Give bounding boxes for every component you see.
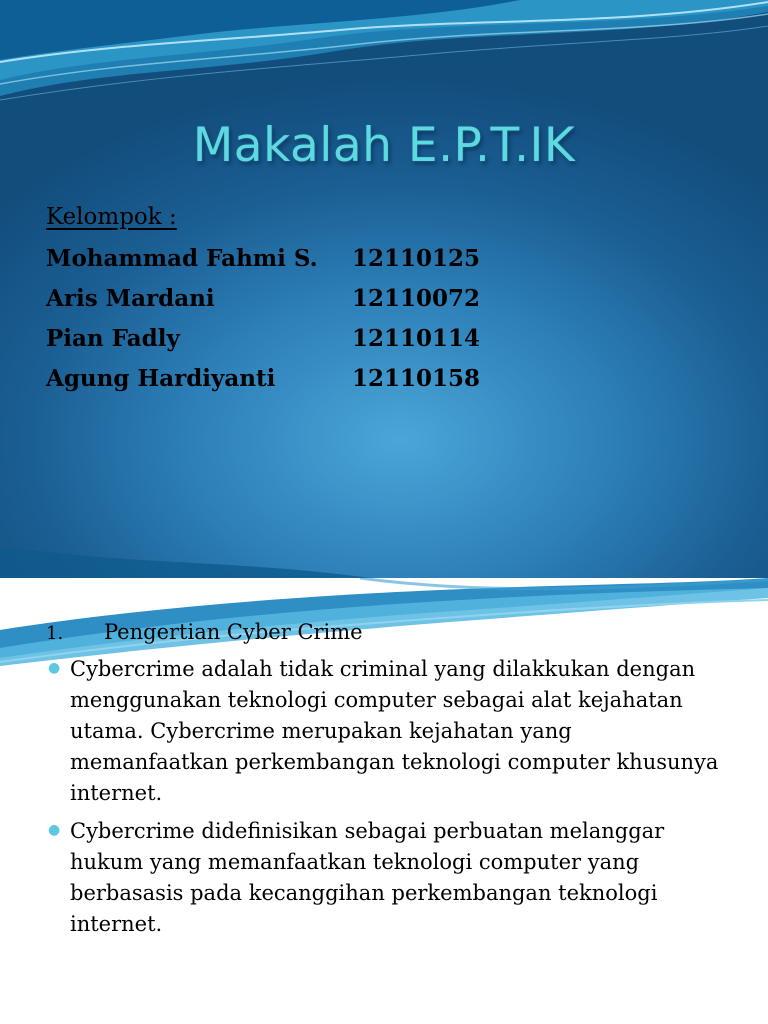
content-slide — [0, 578, 768, 1024]
member-name: Pian Fadly — [46, 325, 180, 352]
member-id: 12110114 — [352, 325, 481, 352]
member-name: Agung Hardiyanti — [46, 365, 276, 392]
member-name: Aris Mardani — [46, 285, 215, 312]
group-label: Kelompok : — [46, 204, 177, 230]
section-title: Pengertian Cyber Crime — [104, 620, 363, 644]
member-name: Mohammad Fahmi S. — [46, 245, 318, 272]
bullet-icon: ● — [48, 822, 61, 838]
member-id: 12110158 — [352, 365, 481, 392]
section-heading — [46, 620, 363, 644]
member-id: 12110072 — [352, 285, 481, 312]
bullet-icon: ● — [48, 660, 61, 676]
bullet-text: Cybercrime adalah tidak criminal yang dilakkukan dengan menggunakan teknologi computer sebagai alat kejahatan utama. Cybercrime merupakan kejahatan yang memanfaatkan perkembangan teknologi computer khusunya internet. — [70, 657, 719, 805]
member-id: 12110125 — [352, 245, 481, 272]
section-number: 1. — [46, 623, 64, 644]
bullet-text: Cybercrime didefinisikan sebagai perbuatan melanggar hukum yang memanfaatkan teknologi computer yang berbasasis pada kecanggihan perkembangan teknologi internet. — [70, 819, 665, 936]
slide-title: Makalah E.P.T.IK — [192, 118, 576, 173]
